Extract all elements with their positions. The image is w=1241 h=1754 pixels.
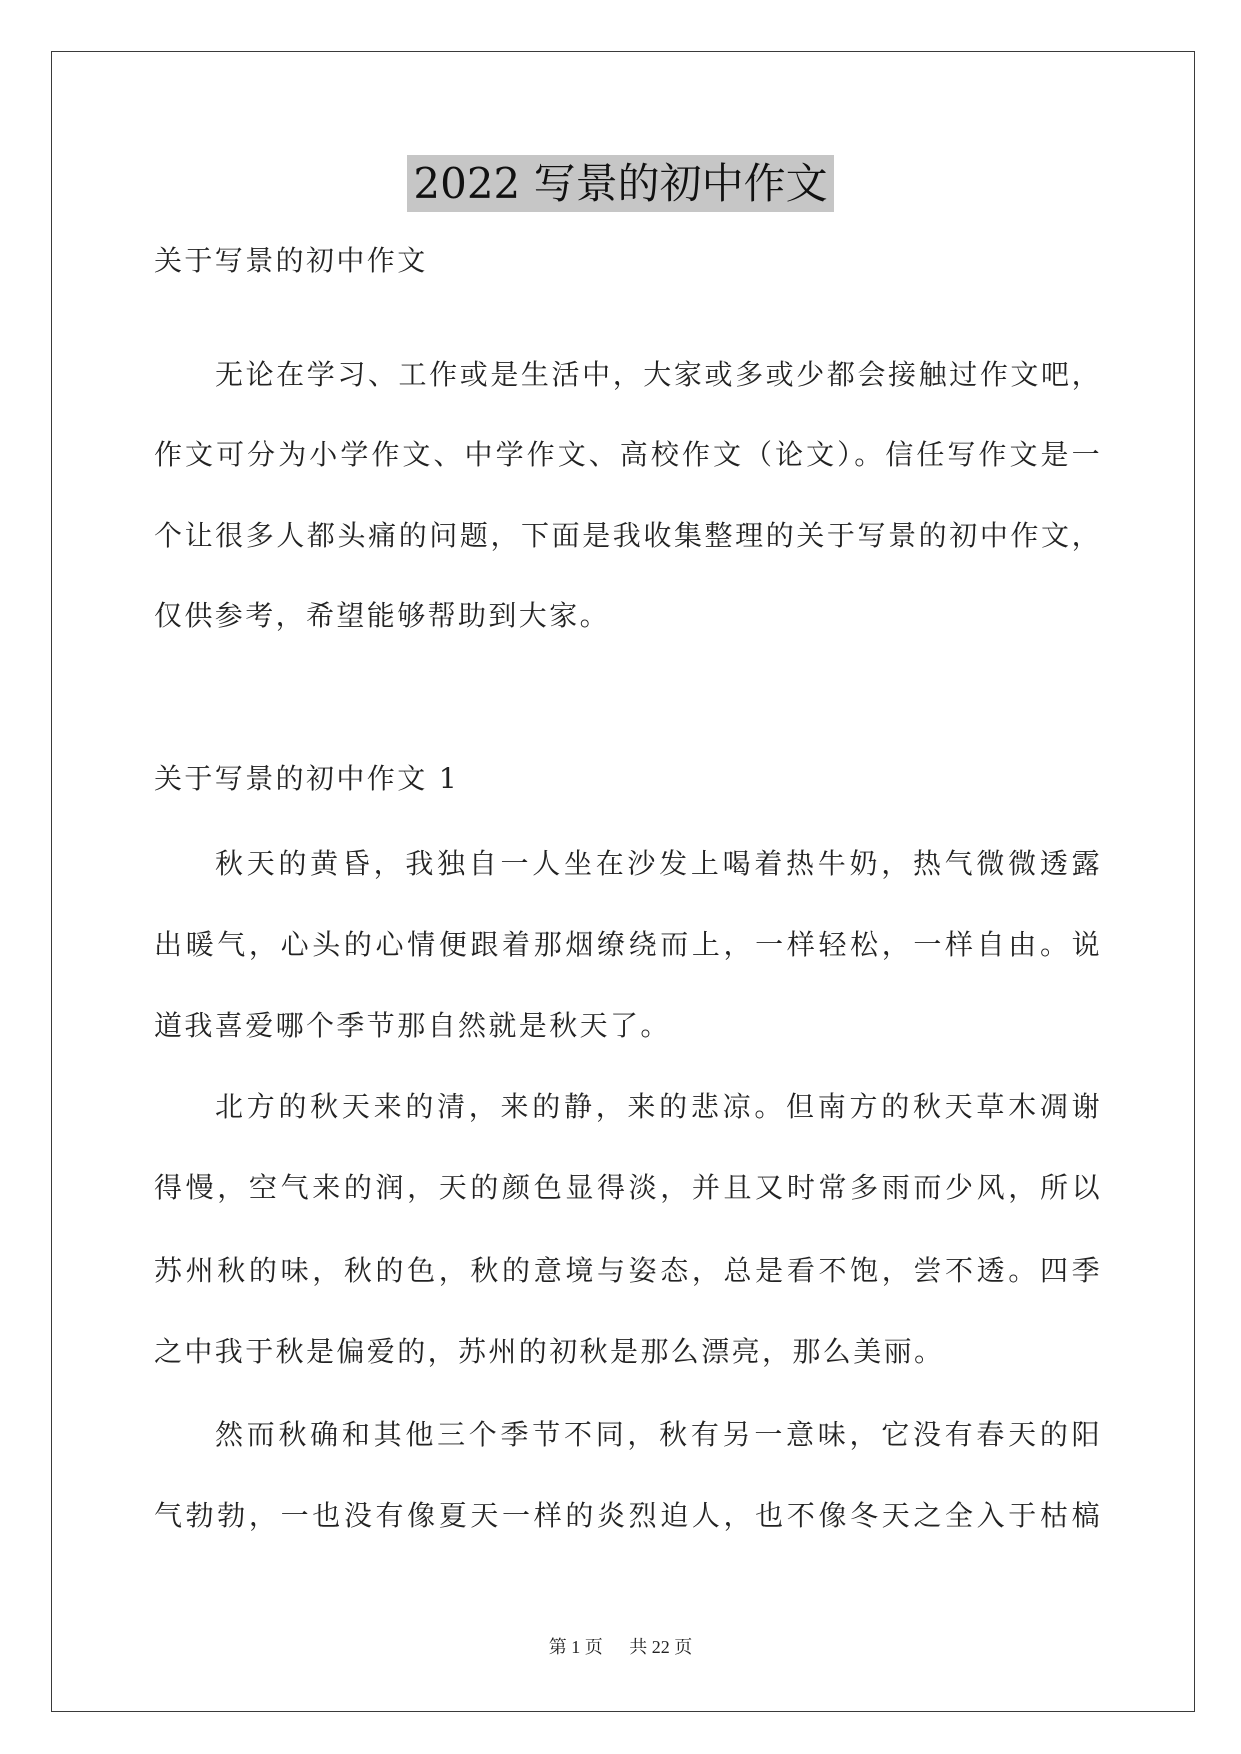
paragraph-line: 苏州秋的味，秋的色，秋的意境与姿态，总是看不饱，尝不透。四季	[154, 1254, 1102, 1287]
paragraph-line: 得慢，空气来的润，天的颜色显得淡，并且又时常多雨而少风，所以	[154, 1171, 1102, 1204]
page-total: 共 22 页	[629, 1637, 693, 1657]
page-footer	[0, 1634, 1241, 1660]
document-title: 2022 写景的初中作文	[407, 155, 833, 212]
paragraph-line: 然而秋确和其他三个季节不同，秋有另一意味，它没有春天的阳	[215, 1418, 1102, 1451]
intro-line: 仅供参考，希望能够帮助到大家。	[154, 599, 611, 632]
intro-line: 作文可分为小学作文、中学作文、高校作文（论文）。信任写作文是一	[154, 438, 1102, 471]
paragraph-line: 之中我于秋是偏爱的，苏州的初秋是那么漂亮，那么美丽。	[154, 1335, 945, 1368]
paragraph-line: 出暖气，心头的心情便跟着那烟缭绕而上，一样轻松，一样自由。说	[154, 928, 1102, 961]
document-subtitle: 关于写景的初中作文	[154, 244, 428, 277]
paragraph-line: 北方的秋天来的清，来的静，来的悲凉。但南方的秋天草木凋谢	[215, 1090, 1102, 1123]
page-number: 第 1 页	[548, 1637, 603, 1657]
paragraph-line: 道我喜爱哪个季节那自然就是秋天了。	[154, 1009, 671, 1042]
section-heading: 关于写景的初中作文 1	[154, 762, 460, 795]
document-title-row	[0, 155, 1241, 212]
paragraph-line: 气勃勃，一也没有像夏天一样的炎烈迫人，也不像冬天之全入于枯槁	[154, 1499, 1102, 1532]
intro-line: 个让很多人都头痛的问题，下面是我收集整理的关于写景的初中作文，	[154, 519, 1102, 552]
intro-line: 无论在学习、工作或是生活中，大家或多或少都会接触过作文吧，	[215, 358, 1102, 391]
paragraph-line: 秋天的黄昏，我独自一人坐在沙发上喝着热牛奶，热气微微透露	[215, 847, 1102, 880]
